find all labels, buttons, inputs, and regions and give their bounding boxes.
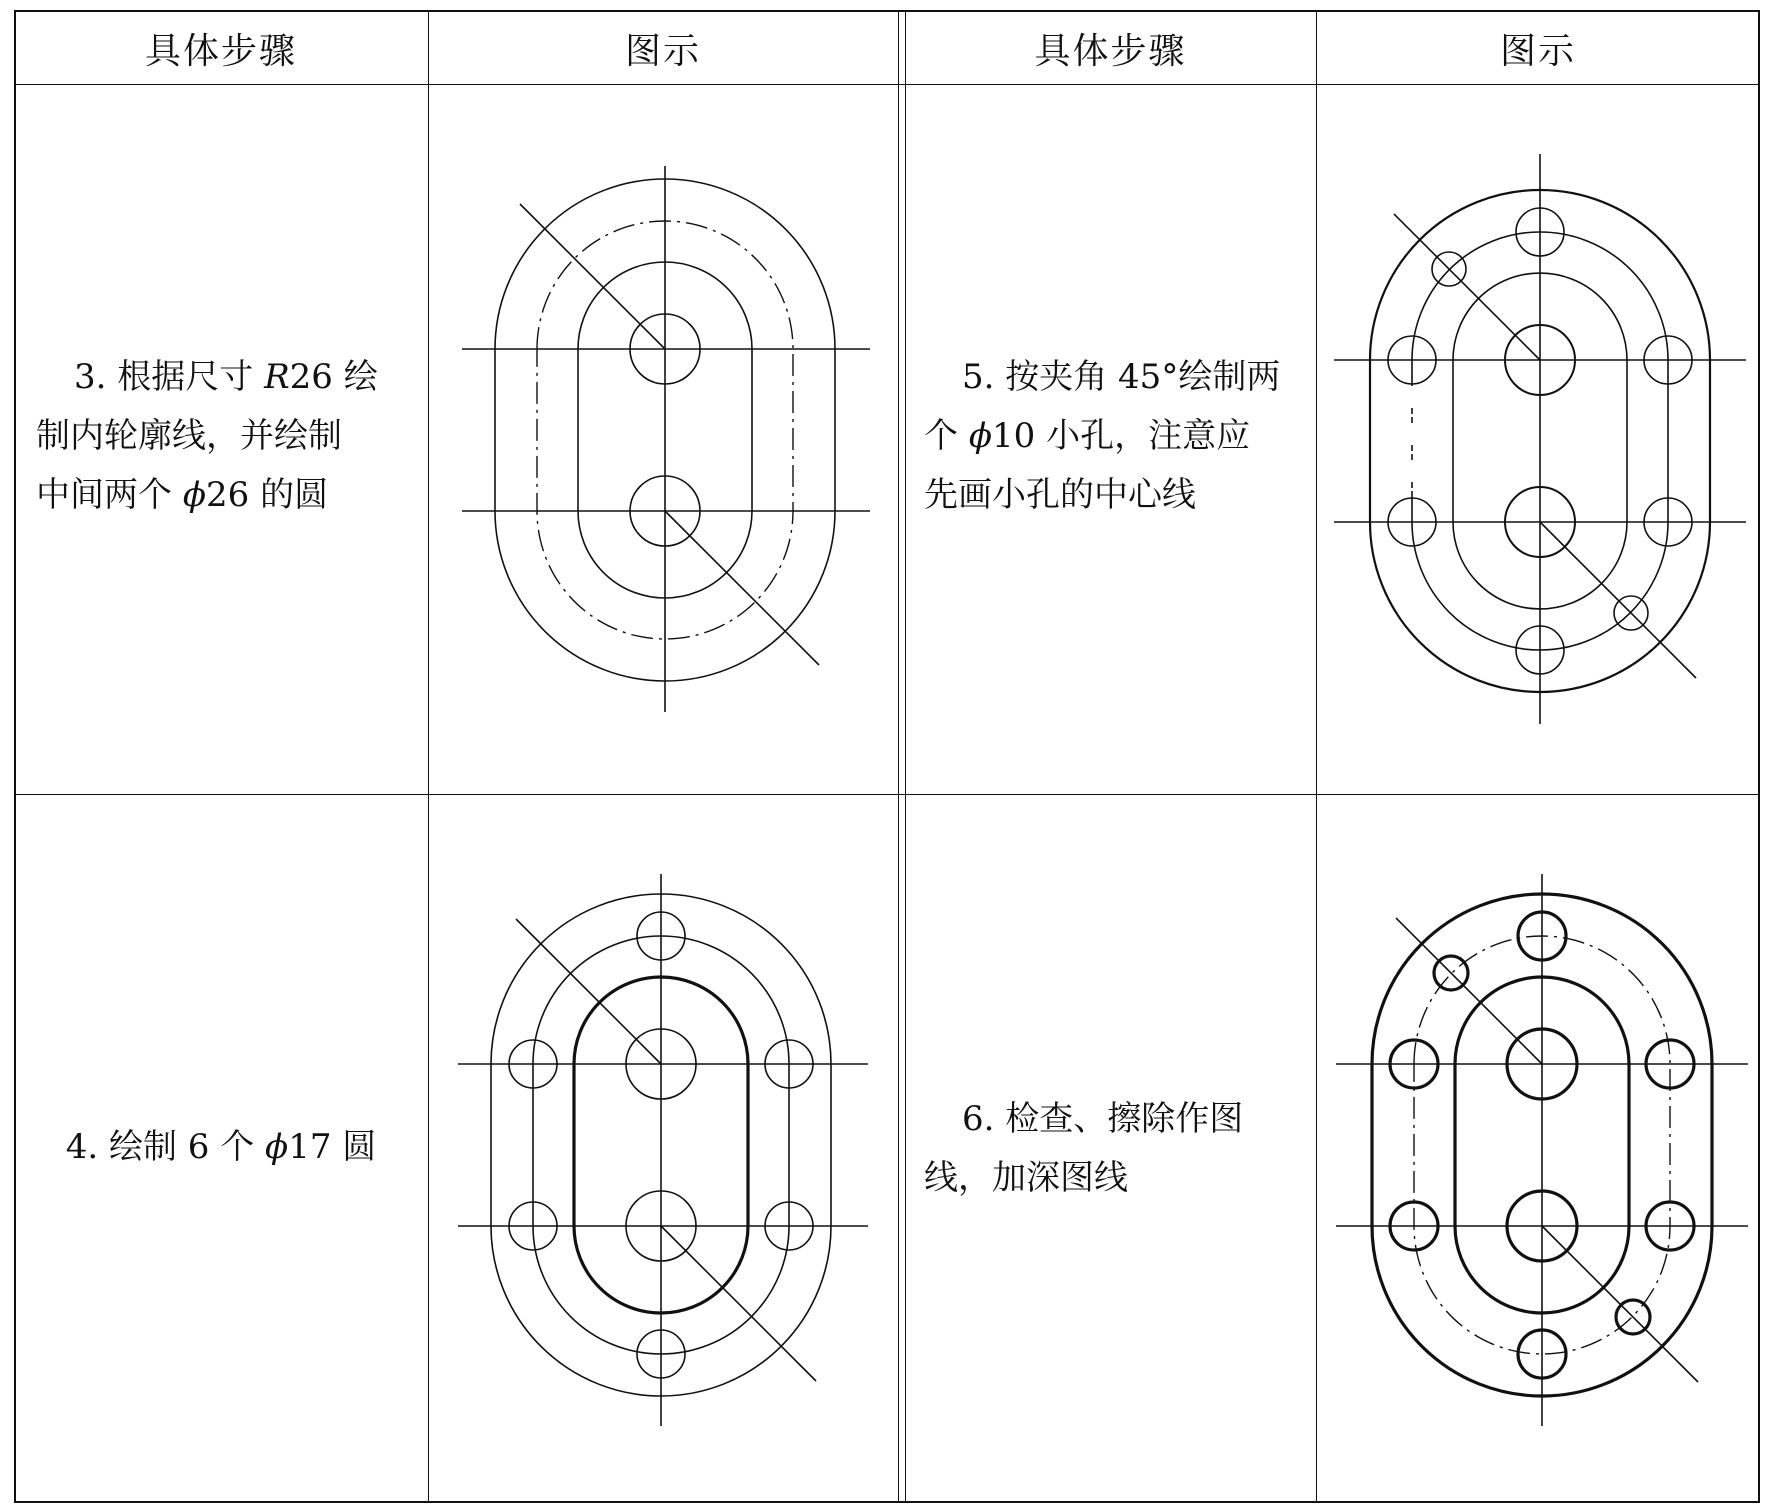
step-3-line-3 [36,466,408,525]
radius-symbol: R [264,357,290,397]
header-figure-left: 图示 [624,30,701,72]
step-5-line-3: 先画小孔的中心线 [924,475,1196,515]
figure-step-6 [1316,794,1760,1503]
step-3-line-1 [36,348,408,407]
step-3-line-2: 制内轮廓线，并绘制 [36,416,342,456]
step-3-line-1b: 26 绘 [289,357,378,397]
diameter-symbol: ϕ [265,1127,289,1167]
header-steps-right: 具体步骤 [1034,30,1187,72]
diagonal-line-top [1394,214,1540,360]
step-5-line-1: 5. 按夹角 45°绘制两 [962,357,1281,397]
step-6-line-1: 6. 检查、擦除作图 [962,1099,1244,1139]
step-3-text [36,348,408,525]
step-5-text [924,348,1296,525]
diagonal-line-top [520,204,665,349]
header-steps-left: 具体步骤 [144,30,297,72]
step-3-line-3a: 中间两个 [36,475,183,515]
step-5-line-2a: 个 [924,416,969,456]
diameter-symbol: ϕ [182,475,206,515]
diagonal-line-top [516,919,661,1064]
step-6-line-2: 线，加深图线 [924,1158,1128,1198]
step-6-text [924,1090,1296,1208]
figure-step-4 [428,794,898,1503]
step-4-part-a: 4. 绘制 6 个 [65,1127,266,1167]
center-divider-left [898,10,899,1503]
step-5-line-2 [924,407,1296,466]
step-5-line-2b: 10 小孔，注意应 [992,416,1251,456]
step-3-line-3b: 26 的圆 [206,475,329,515]
diagonal-line-bottom [665,511,819,665]
step-4-part-b: 17 圆 [288,1127,377,1167]
figure-step-3 [428,86,898,794]
header-figure-right: 图示 [1499,30,1576,72]
figure-step-5 [1316,86,1760,794]
center-divider-right [905,10,906,1503]
step-4-text [14,1118,428,1177]
diameter-symbol: ϕ [968,416,992,456]
diagonal-line-top [1396,918,1542,1064]
step-3-line-1a: 3. 根据尺寸 [74,357,265,397]
